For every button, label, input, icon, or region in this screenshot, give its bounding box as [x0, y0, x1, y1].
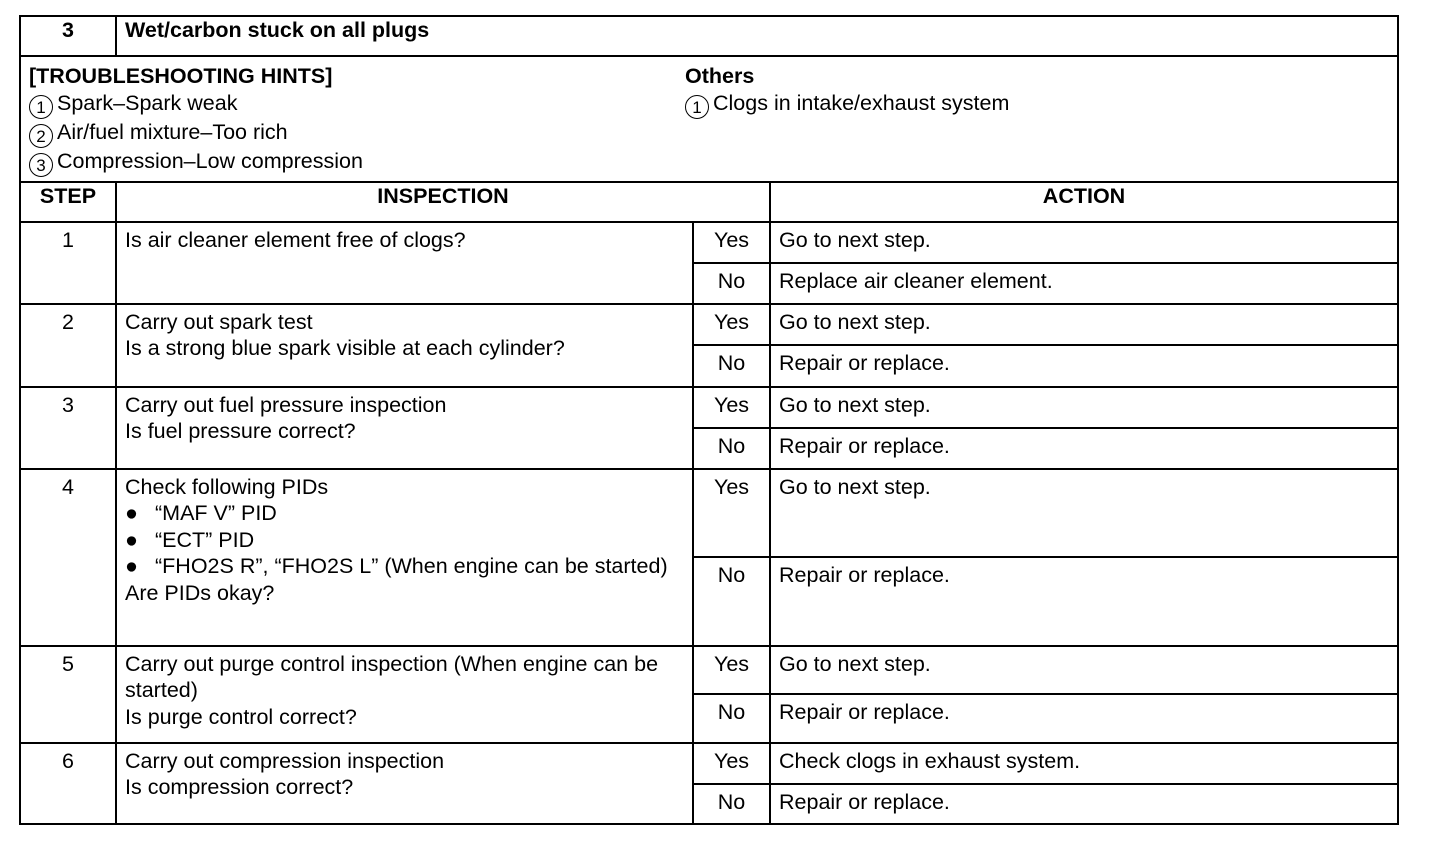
inspection-text	[116, 646, 693, 743]
circled-number-icon: 1	[29, 95, 53, 119]
hint-item	[29, 148, 685, 177]
hints-title: [TROUBLESHOOTING HINTS]	[29, 64, 333, 88]
no-action: Repair or replace.	[770, 557, 1398, 646]
no-label: No	[693, 428, 770, 469]
yes-label: Yes	[693, 646, 770, 694]
table-row	[20, 469, 1398, 557]
hint-text: Air/fuel mixture–Too rich	[57, 119, 288, 144]
inspection-line: Carry out spark test	[125, 309, 313, 334]
no-label: No	[693, 263, 770, 304]
inspection-line: Is purge control correct?	[125, 704, 357, 729]
inspection-line: Is a strong blue spark visible at each cylinder?	[125, 336, 565, 360]
table-row	[20, 222, 1398, 263]
inspection-line: Carry out compression inspection	[125, 748, 445, 773]
pid-bullet-text: “FHO2S R”, “FHO2S L” (When engine can be started)	[155, 554, 668, 578]
inspection-text	[116, 387, 693, 469]
pid-bullet-item	[125, 553, 684, 580]
table-row	[20, 743, 1398, 784]
yes-action: Go to next step.	[770, 646, 1398, 694]
yes-action: Go to next step.	[770, 304, 1398, 345]
no-label: No	[693, 694, 770, 743]
yes-action: Check clogs in exhaust system.	[770, 743, 1398, 784]
inspection-column-header: INSPECTION	[116, 182, 770, 222]
bullet-icon: ●	[125, 501, 138, 525]
others-item	[685, 90, 1393, 119]
no-action: Repair or replace.	[770, 345, 1398, 387]
inspection-line: Carry out purge control inspection (When engine can be started)	[125, 651, 659, 702]
yes-action: Go to next step.	[770, 387, 1398, 428]
no-label: No	[693, 784, 770, 824]
bullet-icon: ●	[125, 554, 138, 578]
no-label: No	[693, 557, 770, 646]
yes-label: Yes	[693, 469, 770, 557]
bullet-icon: ●	[125, 527, 138, 552]
others-text: Clogs in intake/exhaust system	[713, 90, 1010, 115]
inspection-line: Carry out fuel pressure inspection	[125, 392, 447, 417]
no-action: Repair or replace.	[770, 428, 1398, 469]
pid-bullet-text: “ECT” PID	[155, 527, 255, 552]
procedure-header-row	[20, 16, 1398, 56]
inspection-text	[116, 469, 693, 646]
hints-cell	[20, 56, 1398, 182]
inspection-text	[116, 743, 693, 824]
yes-label: Yes	[693, 222, 770, 263]
inspection-text	[116, 222, 693, 304]
pid-bullet-item	[125, 527, 684, 554]
step-number: 2	[20, 304, 116, 387]
inspection-line: Is air cleaner element free of clogs?	[125, 227, 466, 252]
troubleshooting-table	[19, 15, 1399, 825]
inspection-line: Is fuel pressure correct?	[125, 419, 356, 443]
others-title: Others	[685, 64, 755, 88]
hint-item	[29, 119, 685, 148]
yes-label: Yes	[693, 743, 770, 784]
yes-action: Go to next step.	[770, 469, 1398, 557]
no-action: Replace air cleaner element.	[770, 263, 1398, 304]
inspection-line: Are PIDs okay?	[125, 580, 275, 605]
pid-bullet-item	[125, 500, 684, 527]
no-label: No	[693, 345, 770, 387]
action-column-header: ACTION	[770, 182, 1398, 222]
inspection-line: Is compression correct?	[125, 775, 354, 799]
procedure-title: Wet/carbon stuck on all plugs	[116, 16, 1398, 56]
hints-row	[20, 56, 1398, 182]
step-number: 4	[20, 469, 116, 646]
step-number: 6	[20, 743, 116, 824]
table-row	[20, 304, 1398, 345]
step-number: 5	[20, 646, 116, 743]
pid-bullet-text: “MAF V” PID	[155, 501, 277, 525]
no-action: Repair or replace.	[770, 694, 1398, 743]
hint-text: Compression–Low compression	[57, 148, 363, 173]
circled-number-icon: 3	[29, 153, 53, 177]
other-hints	[685, 63, 1393, 177]
hint-text: Spark–Spark weak	[57, 90, 238, 115]
yes-action: Go to next step.	[770, 222, 1398, 263]
procedure-number: 3	[20, 16, 116, 56]
step-number: 3	[20, 387, 116, 469]
circled-number-icon: 2	[29, 124, 53, 148]
step-column-header: STEP	[20, 182, 116, 222]
hint-item	[29, 90, 685, 119]
circled-number-icon: 1	[685, 95, 709, 119]
yes-label: Yes	[693, 387, 770, 428]
no-action: Repair or replace.	[770, 784, 1398, 824]
inspection-line: Check following PIDs	[125, 474, 329, 499]
yes-label: Yes	[693, 304, 770, 345]
table-row	[20, 646, 1398, 694]
troubleshooting-hints	[29, 63, 685, 177]
inspection-text	[116, 304, 693, 387]
column-header-row	[20, 182, 1398, 222]
table-row	[20, 387, 1398, 428]
step-number: 1	[20, 222, 116, 304]
